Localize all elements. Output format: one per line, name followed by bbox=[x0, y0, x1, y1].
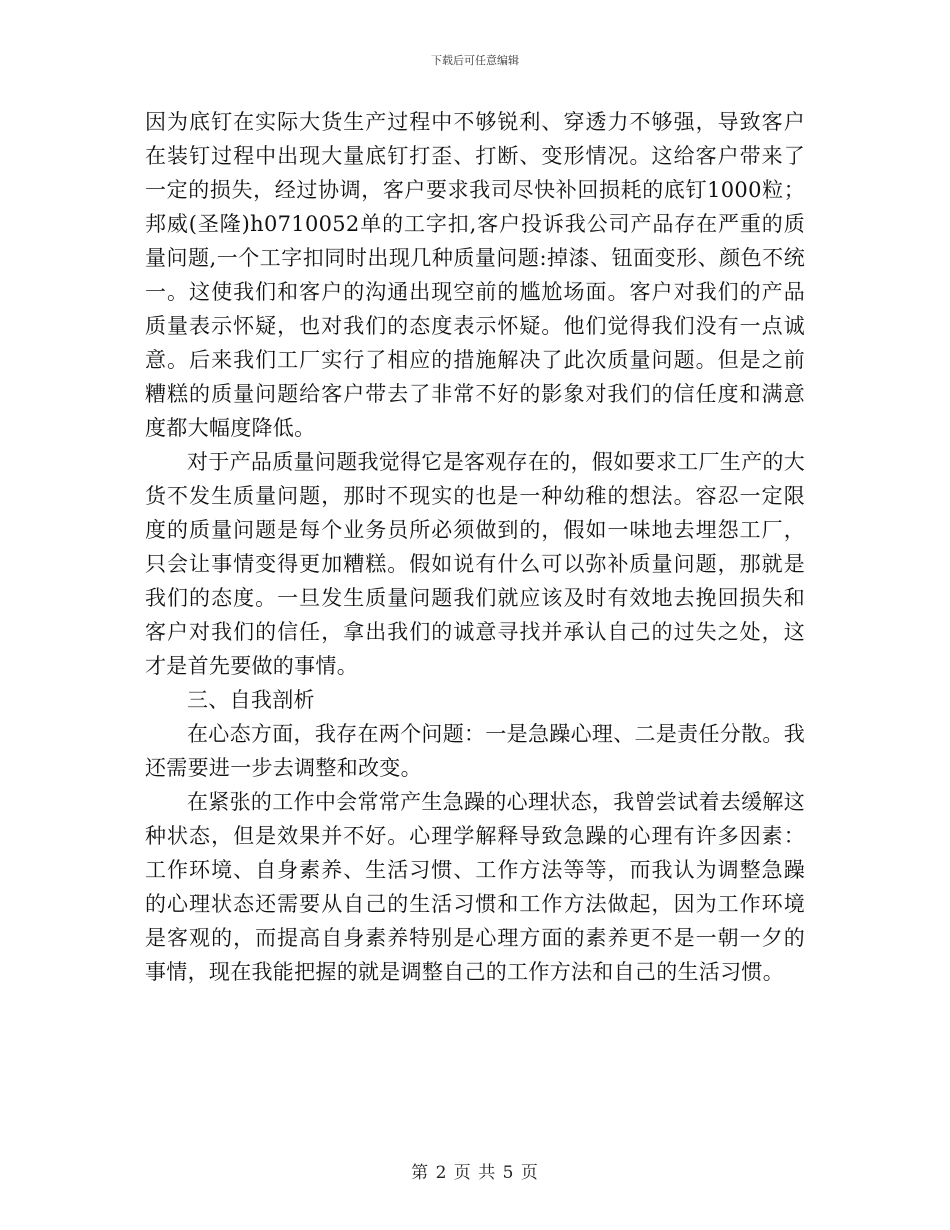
document-body bbox=[145, 105, 805, 989]
section-heading: 三、自我剖析 bbox=[187, 688, 315, 712]
paragraph-1: 因为底钉在实际大货生产过程中不够锐利、穿透力不够强，导致客户在装钉过程中出现大量底钉打歪、打断、变形情况。这给客户带来了一定的损失，经过协调，客户要求我司尽快补回损耗的底钉1000粒；邦威(圣隆)h0710052单的工字扣,客户投诉我公司产品存在严重的质量问题,一个工字扣同时出现几种质量问题:掉漆、钮面变形、颜色不统一。这使我们和客户的沟通出现空前的尴尬场面。客户对我们的产品质量表示怀疑，也对我们的态度表示怀疑。他们觉得我们没有一点诚意。后来我们工厂实行了相应的措施解决了此次质量问题。但是之前糟糕的质量问题给客户带去了非常不好的影象对我们的信任度和满意度都大幅度降低。 bbox=[145, 110, 805, 440]
page-number: 第 2 页 共 5 页 bbox=[411, 1163, 539, 1183]
paragraph-2: 对于产品质量问题我觉得它是客观存在的，假如要求工厂生产的大货不发生质量问题，那时不现实的也是一种幼稚的想法。容忍一定限度的质量问题是每个业务员所必须做到的，假如一味地去埋怨工厂，只会让事情变得更加糟糕。假如说有什么可以弥补质量问题，那就是我们的态度。一旦发生质量问题我们就应该及时有效地去挽回损失和客户对我们的信任，拿出我们的诚意寻找并承认自己的过失之处，这才是首先要做的事情。 bbox=[145, 450, 805, 678]
paragraph-3: 在心态方面，我存在两个问题：一是急躁心理、二是责任分散。我还需要进一步去调整和改变。 bbox=[145, 722, 805, 780]
page-header: 下载后可任意编辑 bbox=[431, 54, 519, 67]
paragraph-4: 在紧张的工作中会常常产生急躁的心理状态，我曾尝试着去缓解这种状态，但是效果并不好。心理学解释导致急躁的心理有许多因素：工作环境、自身素养、生活习惯、工作方法等等，而我认为调整急躁的心理状态还需要从自己的生活习惯和工作方法做起，因为工作环境是客观的，而提高自身素养特别是心理方面的素养更不是一朝一夕的事情，现在我能把握的就是调整自己的工作方法和自己的生活习惯。 bbox=[145, 790, 805, 984]
